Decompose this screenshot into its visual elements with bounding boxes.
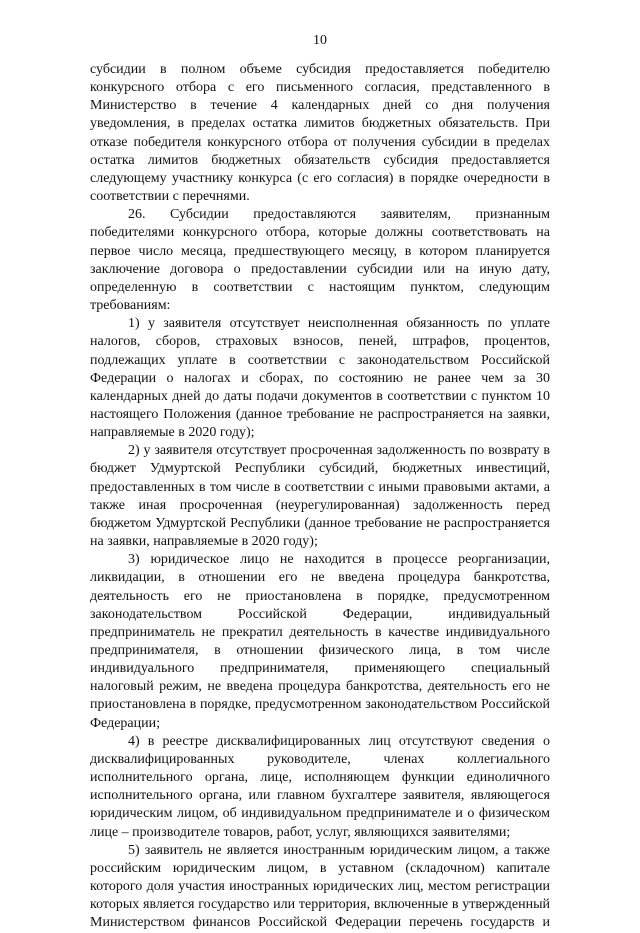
paragraph-requirement-1: 1) у заявителя отсутствует неисполненная обязанность по уплате налогов, сборов, страховых взносов, пеней, штрафов, процентов, подлежащих уплате в соответствии с законодательством Российской Федерации о налогах и сборах, по состоянию не ранее чем за 30 календарных дней до даты подачи документов в соответствии с пунктом 10 настоящего Положения (данное требование не распространяется на заявки, направляемые в 2020 году); xyxy=(90,316,550,441)
paragraph-subsidy-continuation: субсидии в полном объеме субсидия предоставляется победителю конкурсного отбора с его письменного согласия, представленного в Министерство в течение 4 календарных дней со дня получения уведомления, в пределах остатка лимитов бюджетных обязательств. При отказе победителя конкурсного отбора от получения субсидии в пределах остатка лимитов бюджетных обязательств субсидия предоставляется следующему участнику конкурса (с его согласия) в порядке очередности в соответствии с перечнями. xyxy=(90,62,550,205)
page-number: 10 xyxy=(313,33,327,48)
paragraph-item-26: 26. Субсидии предоставляются заявителям, признанным победителями конкурсного отбора, которые должны соответствовать на первое число месяца, предшествующего месяцу, в котором планируется заключение договора о предоставлении субсидии или на иную дату, определенную в соответствии с настоящим пунктом, следующим требованиям: xyxy=(90,207,550,314)
paragraph-requirement-4: 4) в реестре дисквалифицированных лиц отсутствуют сведения о дисквалифицированных руководителе, членах коллегиального исполнительного органа, лице, исполняющем функции единоличного исполнительного органа, или главном бухгалтере заявителя, являющегося юридическим лицом, об индивидуальном предпринимателе и о физическом лице – производителе товаров, работ, услуг, являющихся заявителями; xyxy=(90,733,550,840)
paragraph-requirement-2: 2) у заявителя отсутствует просроченная задолженность по возврату в бюджет Удмуртской Республики субсидий, бюджетных инвестиций, предоставленных в том числе в соответствии с иными правовыми актами, а также иная просроченная (неурегулированная) задолженность перед бюджетом Удмуртской Республики (данное требование не распространяется на заявки, направляемые в 2020 году); xyxy=(90,443,550,550)
paragraph-requirement-5: 5) заявитель не является иностранным юридическим лицом, а также российским юридическим лицом, в уставном (складочном) капитале которого доля участия иностранных юридических лиц, местом регистрации которых является государство или территория, включенные в утвержденный Министерством финансов Российской Федерации перечень государств и xyxy=(90,842,550,931)
paragraph-requirement-3: 3) юридическое лицо не находится в процессе реорганизации, ликвидации, в отношении его не введена процедура банкротства, деятельность его не приостановлена в порядке, предусмотренном законодательством Российской Федерации, индивидуальный предприниматель не прекратил деятельность в качестве индивидуального предпринимателя, в отношении физического лица, в том числе индивидуального предпринимателя, применяющего специальный налоговый режим, не введена процедура банкротства, деятельность его не приостановлена в порядке, предусмотренном законодательством Российской Федерации; xyxy=(90,552,550,731)
document-body xyxy=(90,61,550,933)
